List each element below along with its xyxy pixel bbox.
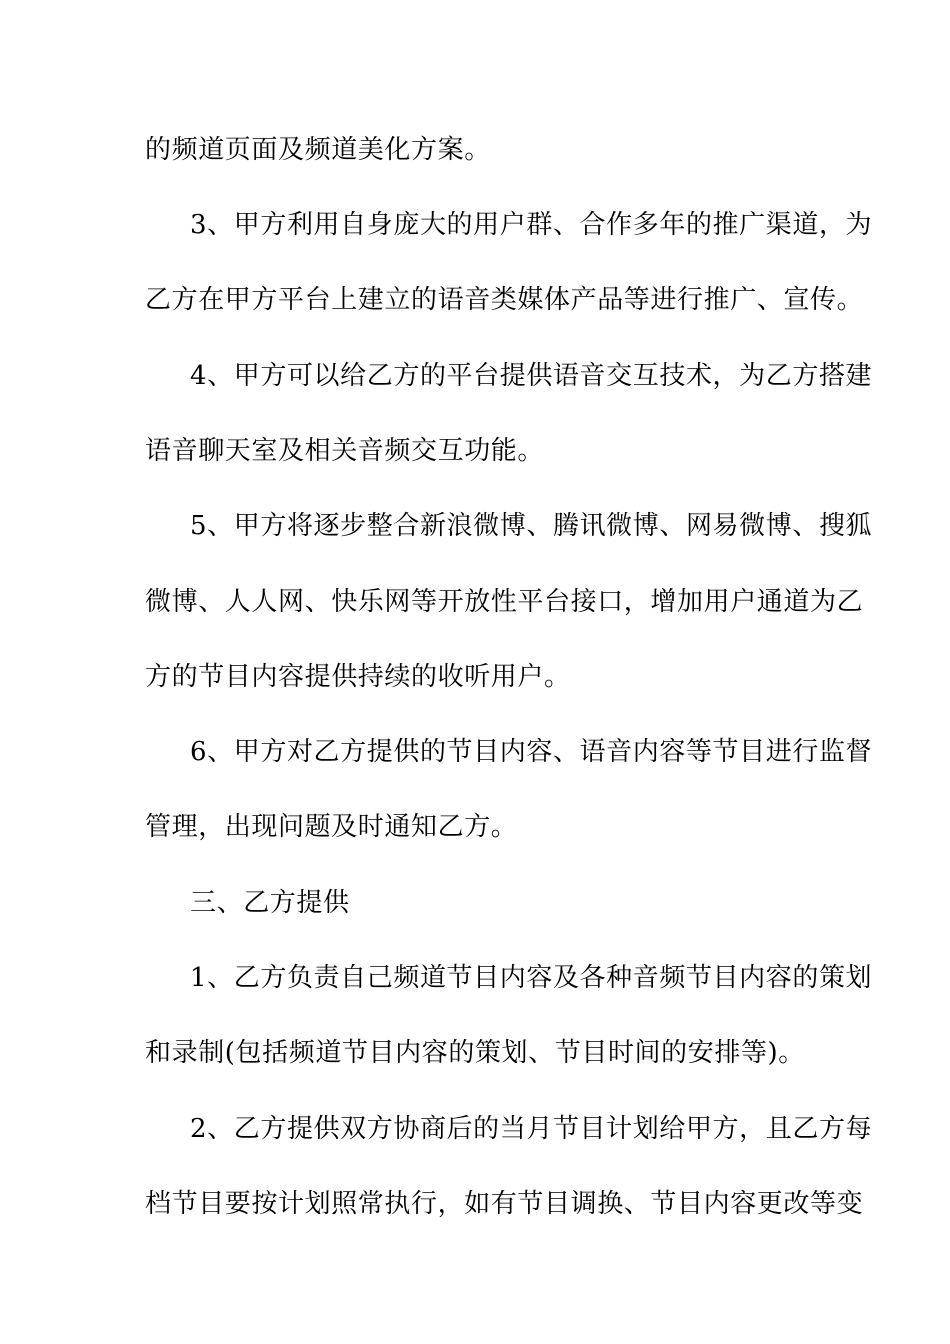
text-line: 6、甲方对乙方提供的节目内容、语音内容等节目进行监督 bbox=[190, 737, 873, 767]
text-line: 5、甲方将逐步整合新浪微博、腾讯微博、网易微博、搜狐 bbox=[190, 511, 873, 541]
text-line: 管理，出现问题及时通知乙方。 bbox=[145, 812, 518, 842]
text-line: 档节目要按计划照常执行，如有节目调换、节目内容更改等变 bbox=[145, 1189, 864, 1219]
text-line: 4、甲方可以给乙方的平台提供语音交互技术，为乙方搭建 bbox=[190, 361, 873, 391]
text-line: 方的节目内容提供持续的收听用户。 bbox=[145, 662, 571, 692]
text-line: 2、乙方提供双方协商后的当月节目计划给甲方，且乙方每 bbox=[190, 1114, 873, 1144]
text-line: 语音聊天室及相关音频交互功能。 bbox=[145, 436, 545, 466]
text-line: 微博、人人网、快乐网等开放性平台接口，增加用户通道为乙 bbox=[145, 587, 864, 617]
section-heading: 三、乙方提供 bbox=[190, 888, 350, 918]
text-line: 和录制(包括频道节目内容的策划、节目时间的安排等)。 bbox=[145, 1038, 805, 1068]
text-line: 1、乙方负责自己频道节目内容及各种音频节目内容的策划 bbox=[190, 963, 873, 993]
text-line: 的频道页面及频道美化方案。 bbox=[145, 135, 491, 165]
text-line: 3、甲方利用自身庞大的用户群、合作多年的推广渠道，为 bbox=[190, 210, 873, 240]
text-line: 乙方在甲方平台上建立的语音类媒体产品等进行推广、宣传。 bbox=[145, 285, 864, 315]
